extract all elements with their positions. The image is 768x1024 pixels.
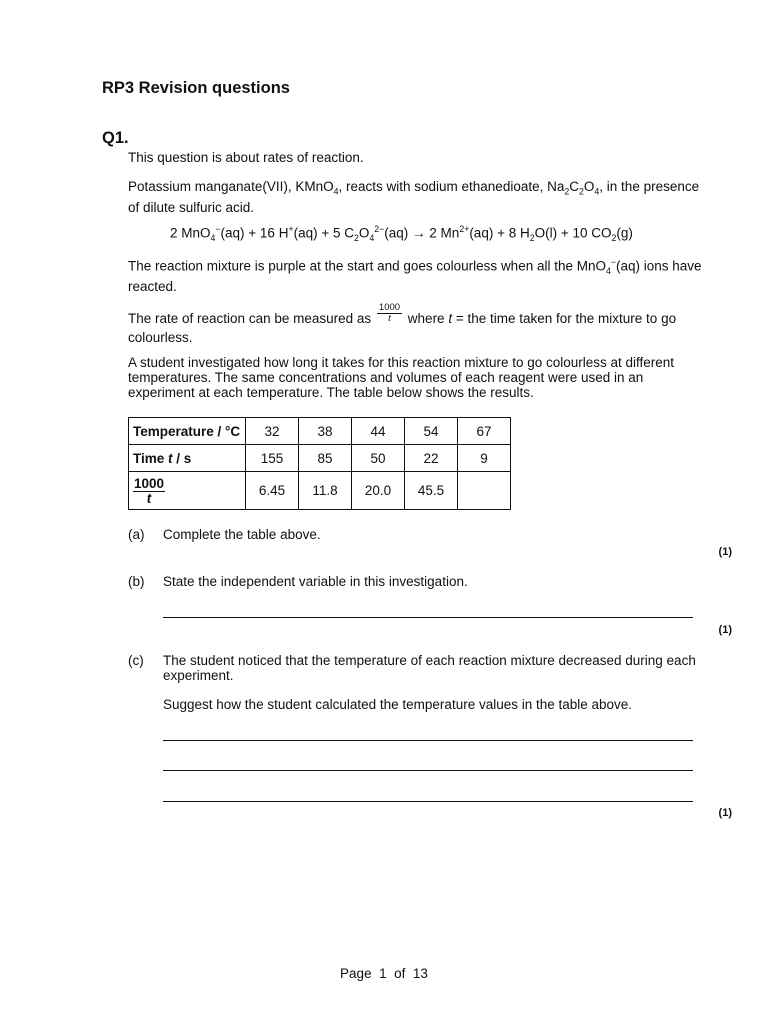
- intro-text: This question is about rates of reaction.: [128, 150, 364, 165]
- investigation-paragraph: A student investigated how long it takes for this reaction mixture to go colourless at different temperatures. The same concentrations and volumes of each reagent were used in an experiment at each temperature. The table below shows the results.: [128, 355, 675, 400]
- table-cell: 44: [352, 418, 405, 445]
- question-number: Q1.: [102, 129, 129, 147]
- table-cell: 67: [458, 418, 511, 445]
- temperature-header: Temperature / °C: [129, 418, 246, 445]
- reaction-equation: 2 MnO$_4$−(aq) + 16 H+(aq) + 5 $C_2O_4^{2-}(aq) \to 2$ $Mn^{2+}(aq) + 8$ $H_2O(l) + 10$ $CO_2(g)$: [170, 224, 633, 244]
- document-title: RP3 Revision questions: [102, 79, 290, 97]
- results-table: [128, 417, 511, 510]
- table-cell: 45.5: [405, 472, 458, 510]
- table-row-time: [129, 445, 511, 472]
- part-c-label: (c): [128, 653, 144, 668]
- table-cell: 50: [352, 445, 405, 472]
- part-b-label: (b): [128, 574, 145, 589]
- table-cell: 22: [405, 445, 458, 472]
- table-cell: 11.8: [299, 472, 352, 510]
- table-cell: 20.0: [352, 472, 405, 510]
- part-b-marks: (1): [718, 624, 732, 636]
- table-cell: 6.45: [246, 472, 299, 510]
- part-b-text: State the independent variable in this investigation.: [163, 574, 468, 589]
- table-row-rate: [129, 472, 511, 510]
- table-cell: 32: [246, 418, 299, 445]
- answer-line[interactable]: [163, 617, 693, 618]
- part-c-prompt: Suggest how the student calculated the temperature values in the table above.: [163, 697, 633, 712]
- answer-line[interactable]: [163, 801, 693, 802]
- time-header: Time t / s: [129, 445, 246, 472]
- part-a-marks: (1): [718, 546, 732, 558]
- answer-line[interactable]: [163, 770, 693, 771]
- page-footer: Page 1 of 13: [340, 966, 428, 981]
- table-cell: 155: [246, 445, 299, 472]
- part-c-text: The student noticed that the temperature of each reaction mixture decreased during each experiment.: [163, 653, 696, 683]
- part-a-text: Complete the table above.: [163, 527, 321, 542]
- part-c-marks: (1): [718, 807, 732, 819]
- answer-line[interactable]: [163, 740, 693, 741]
- table-cell: 85: [299, 445, 352, 472]
- rate-header: $\frac{1000}{t}$: [129, 472, 246, 510]
- colour-change-paragraph: The reaction mixture is purple at the start and goes colourless when all the MnO$_4$−(aq) ions have reacted.: [128, 257, 702, 295]
- table-cell: 9: [458, 445, 511, 472]
- rate-definition-paragraph: The rate of reaction can be measured as $\frac{1000}{t}$ where t = the time taken for the mixture to go colourless.: [128, 302, 677, 345]
- table-row-temperature: [129, 418, 511, 445]
- table-cell: 38: [299, 418, 352, 445]
- rate-fraction: $\frac{1000}{t}$: [378, 302, 401, 324]
- reactants-paragraph: Potassium manganate(VII), KMnO$_4$, reacts with sodium ethanedioate, $Na_2C_2O_4$, in the presence of dilute sulfuric acid.: [128, 179, 700, 215]
- answer-cell[interactable]: [458, 472, 511, 510]
- table-cell: 54: [405, 418, 458, 445]
- part-a-label: (a): [128, 527, 145, 542]
